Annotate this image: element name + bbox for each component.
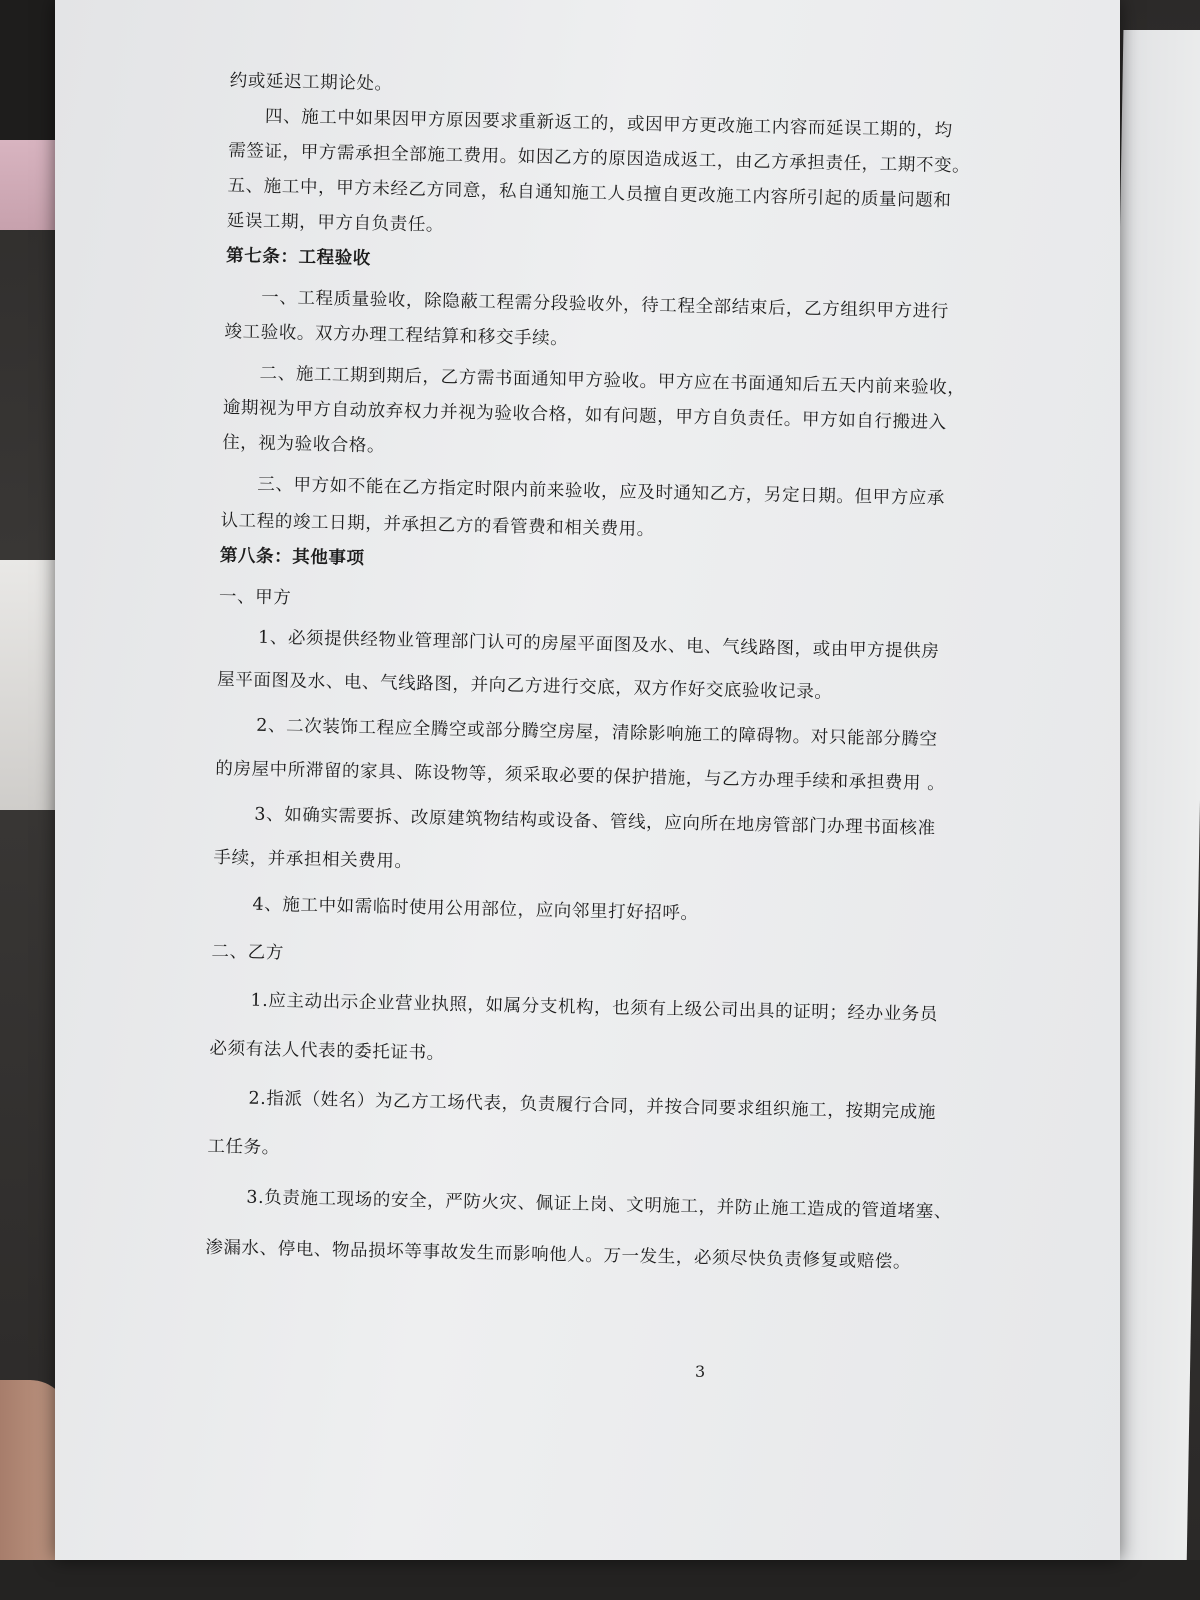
section-heading: 第七条：工程验收 — [225, 245, 372, 269]
text-line: 需签证，甲方需承担全部施工费用。如因乙方的原因造成返工，由乙方承担责任，工期不变。 — [228, 140, 971, 177]
text-line: 2.指派（姓名）为乙方工场代表，负责履行合同，并按合同要求组织施工，按期完成施 — [248, 1088, 937, 1124]
text-line: 的房屋中所滞留的家具、陈设物等，须采取必要的保护措施，与乙方办理手续和承担费用 。 — [215, 758, 946, 795]
document-page — [55, 0, 1120, 1560]
text-line: 五、施工中，甲方未经乙方同意，私自通知施工人员擅自更改施工内容所引起的质量问题和 — [227, 175, 952, 212]
section-heading: 第八条：其他事项 — [219, 545, 365, 569]
text-line: 二、施工工期到期后，乙方需书面通知甲方验收。甲方应在书面通知后五天内前来验收， — [259, 363, 966, 399]
text-line: 3.负责施工现场的安全，严防火灾、佩证上岗、文明施工，并防止施工造成的管道堵塞、 — [246, 1187, 953, 1223]
text-line: 认工程的竣工日期，并承担乙方的看管费和相关费用。 — [220, 510, 656, 540]
text-line: 渗漏水、停电、物品损坏等事故发生而影响他人。万一发生，必须尽快负责修复或赔偿。 — [205, 1237, 912, 1273]
page-number: 3 — [695, 1362, 706, 1381]
text-line: 必须有法人代表的委托证书。 — [209, 1038, 445, 1064]
text-line: 1、必须提供经物业管理部门认可的房屋平面图及水、电、气线路图，或由甲方提供房 — [257, 627, 940, 662]
text-line: 竣工验收。双方办理工程结算和移交手续。 — [224, 321, 569, 350]
text-line: 一、工程质量验收，除隐蔽工程需分段验收外，待工程全部结束后，乙方组织甲方进行 — [261, 287, 950, 323]
text-line: 延误工期，甲方自负责任。 — [226, 210, 445, 236]
text-line: 屋平面图及水、电、气线路图，并向乙方进行交底，双方作好交底验收记录。 — [217, 669, 833, 703]
text-line: 逾期视为甲方自动放弃权力并视为验收合格，如有问题，甲方自负责任。甲方如自行搬进入 — [222, 397, 947, 434]
text-line: 1.应主动出示企业营业执照，如属分支机构，也须有上级公司出具的证明；经办业务员 — [250, 990, 939, 1026]
background-object — [0, 1560, 1200, 1600]
text-line: 3、如确实需要拆、改原建筑物结构或设备、管线，应向所在地房管部门办理书面核准 — [254, 804, 936, 839]
text-line: 2、二次装饰工程应全腾空或部分腾空房屋，清除影响施工的障碍物。对只能部分腾空 — [256, 715, 938, 750]
text-line: 四、施工中如果因甲方原因要求重新返工的，或因甲方更改施工内容而延误工期的，均 — [264, 106, 953, 142]
text-line: 手续，并承担相关费用。 — [213, 847, 413, 872]
text-line: 住，视为验收合格。 — [221, 432, 386, 457]
text-line: 约或延迟工期论处。 — [229, 70, 393, 95]
text-line: 三、甲方如不能在乙方指定时限内前来验收，应及时通知乙方，另定日期。但甲方应承 — [257, 474, 946, 510]
subsection-heading: 二、乙方 — [211, 941, 285, 964]
document-body — [205, 70, 1070, 1276]
text-line: 工任务。 — [207, 1136, 281, 1159]
text-line: 4、施工中如需临时使用公用部位，应向邻里打好招呼。 — [252, 894, 699, 924]
subsection-heading: 一、甲方 — [218, 586, 292, 609]
